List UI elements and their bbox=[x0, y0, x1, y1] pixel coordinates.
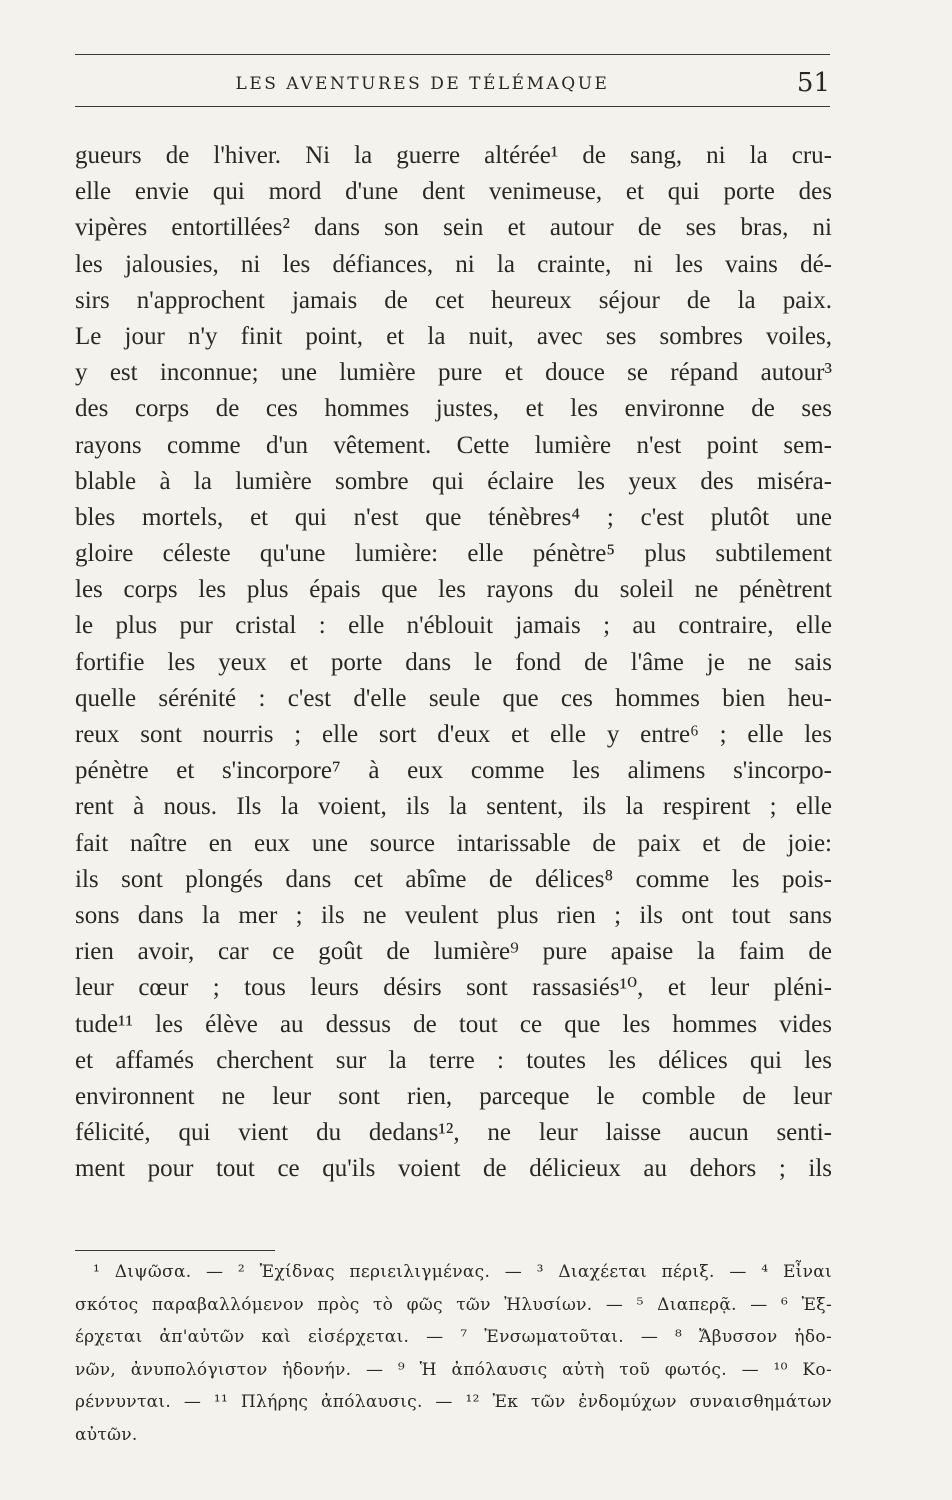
body-line: le plus pur cristal : elle n'éblouit jamais ; au contraire, elle bbox=[75, 612, 832, 640]
body-line: leur cœur ; tous leurs désirs sont rassasiés¹⁰, et leur pléni- bbox=[75, 974, 832, 1002]
body-line: pénètre et s'incorpore⁷ à eux comme les alimens s'incorpo- bbox=[75, 757, 832, 785]
body-line: blable à la lumière sombre qui éclaire les yeux des miséra- bbox=[75, 467, 832, 495]
footnote-rule bbox=[75, 1250, 275, 1251]
footnotes bbox=[75, 1256, 832, 1451]
body-line: fait naître en eux une source intarissable de paix et de joie: bbox=[75, 829, 832, 857]
body-line: elle envie qui mord d'une dent venimeuse, et qui porte des bbox=[75, 178, 832, 206]
body-line: tude¹¹ les élève au dessus de tout ce que les hommes vides bbox=[75, 1010, 832, 1038]
body-line: félicité, qui vient du dedans¹², ne leur laisse aucun senti- bbox=[75, 1119, 832, 1147]
body-line: y est inconnue; une lumière pure et douce se répand autour³ bbox=[75, 359, 832, 387]
body-line: Le jour n'y finit point, et la nuit, avec ses sombres voiles, bbox=[75, 322, 832, 350]
body-line: vipères entortillées² dans son sein et autour de ses bras, ni bbox=[75, 214, 832, 242]
header-rule bbox=[75, 106, 830, 107]
body-line: ils sont plongés dans cet abîme de délices⁸ comme les pois- bbox=[75, 865, 832, 893]
footnote-line: νῶν, ἀνυπολόγιστον ἡδονήν. — ⁹ Ἡ ἀπόλαυσις αὐτὴ τοῦ φωτός. — ¹⁰ Κο- bbox=[75, 1359, 832, 1380]
footnote-line: ¹ Διψῶσα. — ² Ἐχίδνας περιειλιγμένας. — ³ Διαχέεται πέριξ. — ⁴ Εἶναι bbox=[93, 1262, 832, 1282]
body-line: rien avoir, car ce goût de lumière⁹ pure apaise la faim de bbox=[75, 938, 832, 966]
body-line: des corps de ces hommes justes, et les environne de ses bbox=[75, 395, 832, 423]
footnote-line: ρέννυνται. — ¹¹ Πλήρης ἀπόλαυσις. — ¹² Ἐκ τῶν ἐνδομύχων συναισθημάτων bbox=[75, 1392, 832, 1412]
body-line: fortifie les yeux et porte dans le fond de l'âme je ne sais bbox=[75, 648, 832, 676]
body-line: quelle sérénité : c'est d'elle seule que ces hommes bien heu- bbox=[75, 684, 832, 712]
body-line: les corps les plus épais que les rayons du soleil ne pénètrent bbox=[75, 576, 832, 604]
page-header bbox=[75, 68, 830, 98]
body-text bbox=[75, 138, 832, 1187]
body-line: bles mortels, et qui n'est que ténèbres⁴ ; c'est plutôt une bbox=[75, 503, 832, 531]
body-line: sirs n'approchent jamais de cet heureux séjour de la paix. bbox=[75, 286, 832, 314]
running-title: LES AVENTURES DE TÉLÉMAQUE bbox=[235, 74, 610, 94]
body-line: les jalousies, ni les défiances, ni la crainte, ni les vains dé- bbox=[75, 250, 832, 278]
footnote-line: αὐτῶν. bbox=[75, 1424, 138, 1445]
body-line: gloire céleste qu'une lumière: elle pénètre⁵ plus subtilement bbox=[75, 540, 832, 568]
body-line: ment pour tout ce qu'ils voient de délicieux au dehors ; ils bbox=[75, 1155, 832, 1183]
body-line: sons dans la mer ; ils ne veulent plus rien ; ils ont tout sans bbox=[75, 901, 832, 929]
body-line: gueurs de l'hiver. Ni la guerre altérée¹ de sang, ni la cru- bbox=[75, 142, 832, 169]
body-line: environnent ne leur sont rien, parceque le comble de leur bbox=[75, 1082, 832, 1110]
footnote-line: έρχεται ἀπ'αὐτῶν καὶ εἰσέρχεται. — ⁷ Ἐνσωματοῦται. — ⁸ Ἄβυσσον ἡδο- bbox=[75, 1327, 832, 1347]
top-rule bbox=[75, 54, 830, 55]
body-line: rent à nous. Ils la voient, ils la sentent, ils la respirent ; elle bbox=[75, 793, 832, 821]
body-line: et affamés cherchent sur la terre : toutes les délices qui les bbox=[75, 1046, 832, 1074]
page-number: 51 bbox=[796, 68, 830, 98]
body-line: reux sont nourris ; elle sort d'eux et elle y entre⁶ ; elle les bbox=[75, 721, 832, 748]
body-line: rayons comme d'un vêtement. Cette lumière n'est point sem- bbox=[75, 431, 832, 459]
footnote-line: σκότος παραβαλλόμενον πρὸς τὸ φῶς τῶν Ἠλυσίων. — ⁵ Διαπερᾷ. — ⁶ Ἐξ- bbox=[75, 1294, 832, 1315]
